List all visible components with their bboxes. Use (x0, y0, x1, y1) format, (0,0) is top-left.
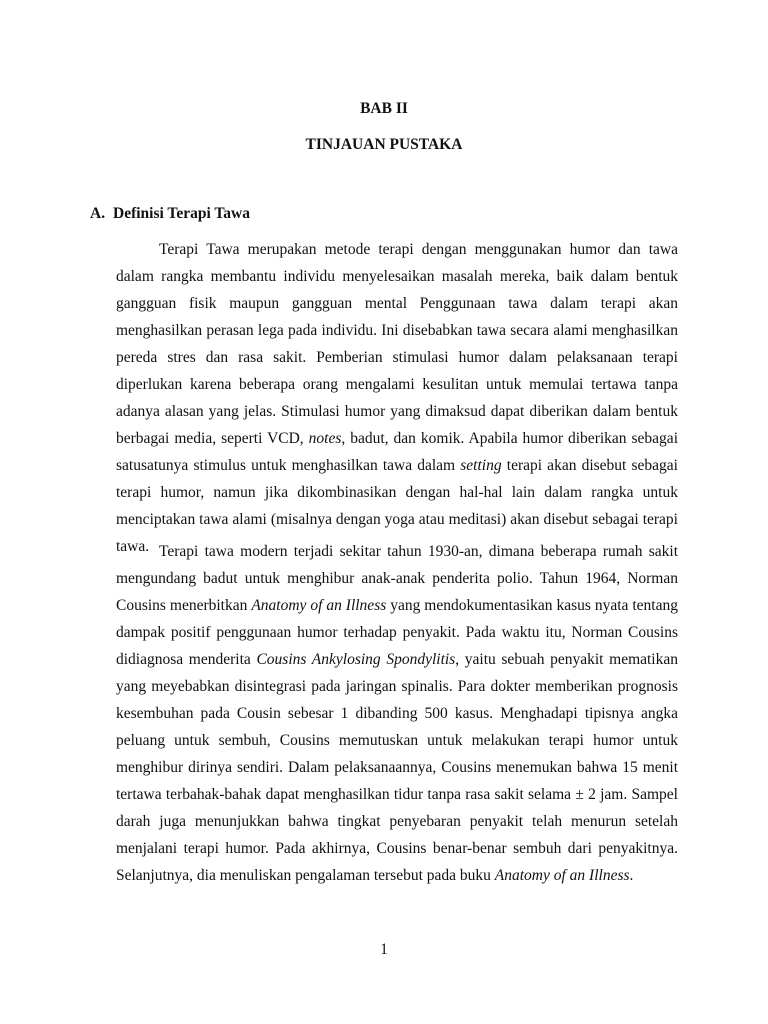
paragraph-2 (116, 538, 678, 889)
paragraph-text: Terapi tawa modern terjadi sekitar tahun 1930-an, dimana beberapa rumah sakit mengundang badut untuk menghibur anak-anak penderita polio. Tahun 1964, Norman Cousins menerbitkan (116, 543, 678, 614)
section-title: Definisi Terapi Tawa (113, 205, 250, 222)
page-number: 1 (380, 941, 388, 958)
paragraph-1-block (116, 236, 678, 560)
italic-term: Cousins Ankylosing Spondylitis (256, 651, 456, 668)
paragraph-2-block (116, 538, 678, 889)
italic-title: Anatomy of an Illness (494, 867, 630, 884)
section-letter: A. (90, 205, 106, 222)
paragraph-1 (116, 236, 678, 560)
section-heading (90, 205, 250, 223)
paragraph-text: terapi akan disebut sebagai terapi humor, namun jika dikombinasikan dengan hal-hal lain dalam rangka untuk menciptakan tawa alami (misalnya dengan yoga atau meditasi) akan disebut sebagai terapi tawa. (116, 457, 678, 555)
chapter-label: BAB II (360, 100, 408, 117)
chapter-title: TINJAUAN PUSTAKA (305, 136, 463, 153)
italic-term: setting (460, 457, 502, 474)
paragraph-text: Terapi Tawa merupakan metode terapi dengan menggunakan humor dan tawa dalam rangka membantu individu menyelesaikan masalah mereka, baik dalam bentuk gangguan fisik maupun gangguan mental Penggunaan tawa dalam terapi akan menghasilkan perasan lega pada individu. Ini disebabkan tawa secara alami menghasilkan pereda stres dan rasa sakit. Pemberian stimulasi humor dalam pelaksanaan terapi diperlukan karena beberapa orang mengalami kesulitan untuk memulai tertawa tanpa adanya alasan yang jelas. Stimulasi humor yang dimaksud dapat diberikan dalam bentuk berbagai media, seperti VCD, (116, 241, 678, 447)
paragraph-text: yang mendokumentasikan kasus nyata tentang dampak positif penggunaan humor terhadap penyakit. Pada waktu itu, Norman Cousins didiagnosa menderita (116, 597, 678, 668)
italic-title: Anatomy of an Illness (251, 597, 387, 614)
italic-term: notes (308, 430, 342, 447)
paragraph-text: , yaitu sebuah penyakit mematikan yang meyebabkan disintegrasi pada jaringan spinalis. Para dokter memberikan prognosis kesembuhan pada Cousin sebesar 1 dibanding 500 kasus. Menghadapi tipisnya angka peluang untuk sembuh, Cousins memutuskan untuk melakukan terapi humor untuk menghibur dirinya sendiri. Dalam pelaksanaannya, Cousins menemukan bahwa 15 menit tertawa terbahak-bahak dapat menghasilkan tidur tanpa rasa sakit selama ± 2 jam. Sampel darah juga menunjukkan bahwa tingkat penyebaran penyakit telah menurun setelah menjalani terapi humor. Pada akhirnya, Cousins benar-benar sembuh dari penyakitnya. Selanjutnya, dia menuliskan pengalaman tersebut pada buku (116, 651, 678, 884)
paragraph-text: . (629, 867, 634, 884)
paragraph-text: , badut, dan komik. Apabila humor diberikan sebagai satusatunya stimulus untuk menghasilkan tawa dalam (116, 430, 678, 474)
